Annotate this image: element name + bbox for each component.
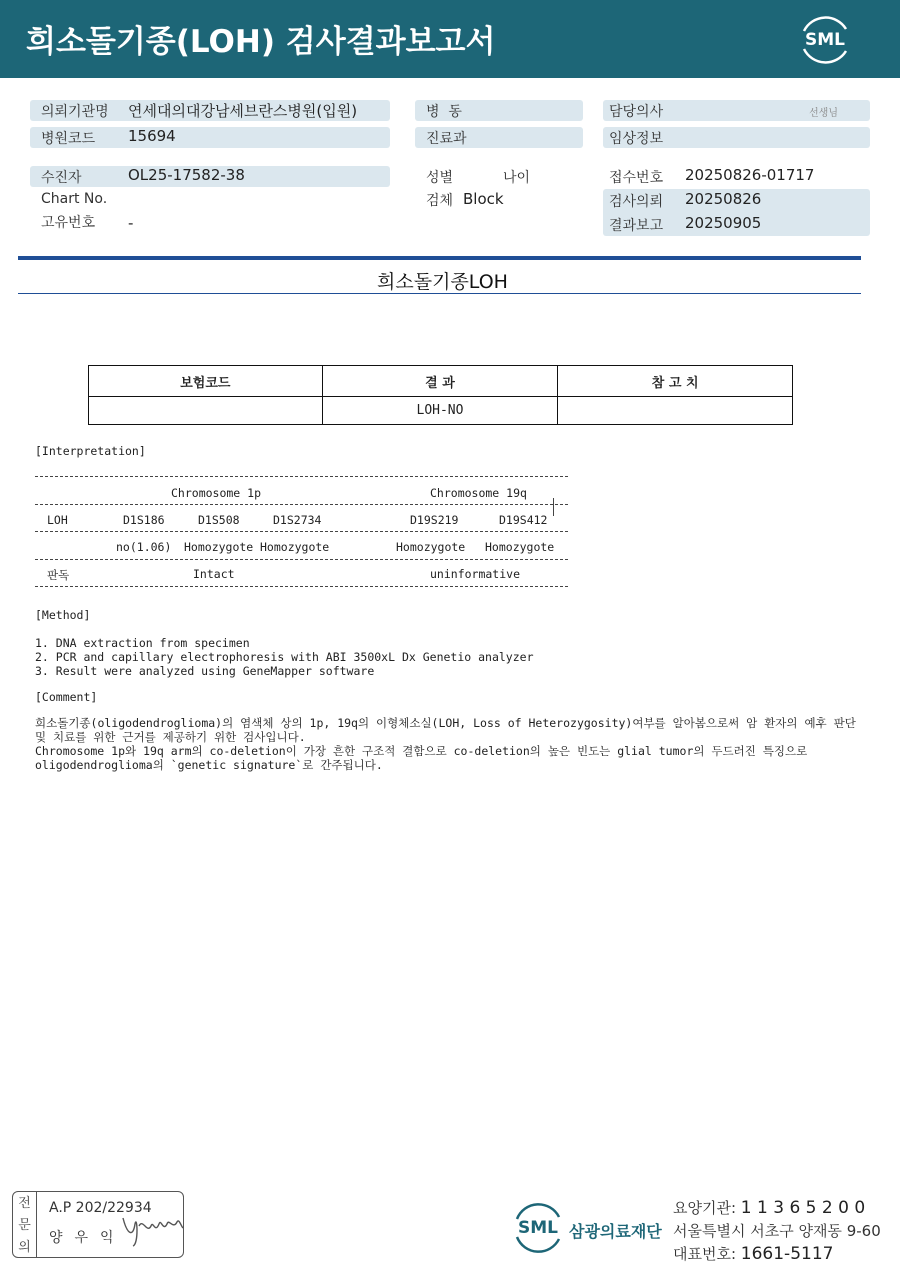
method-line: 3. Result were analyzed using GeneMapper software	[35, 664, 375, 678]
header-insurance-code: 보험코드	[89, 366, 323, 397]
judgement-label: 판독	[47, 568, 70, 582]
method-heading: [Method]	[35, 608, 91, 622]
interp-divider	[35, 559, 568, 560]
stamp-ap-number: A.P 202/22934	[49, 1200, 152, 1216]
report-title: 희소돌기종(LOH) 검사결과보고서	[26, 24, 496, 60]
judgement-19q: uninformative	[430, 567, 521, 581]
chr19q-label: Chromosome 19q	[430, 486, 527, 500]
result-table-header	[89, 366, 793, 397]
comment-paragraph: 희소돌기종(oligodendroglioma)의 염색체 상의 1p, 19q의 이형체소실(LOH, Loss of Heterozygosity)여부를 알아봄으로써 암 환자의 예후 판단 및 치료를 위한 근거를 제공하기 위한 검사입니다.	[35, 716, 856, 744]
result-d19s219: Homozygote	[396, 540, 466, 554]
chart-no-label: Chart No.	[41, 191, 108, 207]
hospital-value: 연세대의대강남세브란스병원(입원)	[128, 102, 358, 120]
method-line: 1. DNA extraction from specimen	[35, 636, 250, 650]
sml-logo-icon	[796, 11, 854, 67]
interp-divider	[35, 586, 568, 587]
stamp-side-char: 문	[18, 1218, 31, 1233]
stamp-side-char: 전	[18, 1196, 31, 1211]
interpretation-heading: [Interpretation]	[35, 444, 146, 458]
hospital-code-label: 병원코드	[41, 131, 96, 147]
section-rule-top	[18, 256, 861, 260]
result-d19s412: Homozygote	[485, 540, 555, 554]
result-d1s2734: Homozygote	[260, 540, 330, 554]
signature-icon	[119, 1204, 185, 1248]
cell-insurance-code	[89, 397, 323, 425]
stamp-side-label	[13, 1192, 37, 1257]
receipt-label: 접수번호	[609, 170, 664, 186]
marker-d1s186: D1S186	[123, 513, 165, 527]
chr1p-label: Chromosome 1p	[171, 486, 262, 500]
marker-d1s508: D1S508	[198, 513, 240, 527]
doctor-suffix: 선생님	[809, 108, 838, 119]
comment-body	[35, 716, 865, 772]
interp-divider	[35, 531, 568, 532]
comment-paragraph: Chromosome 1p와 19q arm의 co-deletion이 가장 흔한 구조적 결함으로 co-deletion의 높은 빈도는 glial tumor의 두드러진 특징으로 oligodendroglioma의 `genetic signature`로 간주됩니다.	[35, 744, 808, 772]
footer-code-line	[673, 1197, 865, 1218]
cell-result: LOH-NO	[322, 397, 558, 425]
specimen-value: Block	[463, 190, 504, 208]
specialist-stamp	[12, 1191, 184, 1258]
footer-org-name: 삼광의료재단	[569, 1222, 662, 1241]
clinical-label: 임상정보	[609, 131, 664, 147]
result-d1s508: Homozygote	[184, 540, 254, 554]
patient-label: 수진자	[41, 170, 82, 186]
request-value: 20250826	[685, 190, 762, 208]
result-table	[88, 365, 793, 425]
footer-phone-line	[673, 1243, 833, 1264]
request-label: 검사의뢰	[609, 194, 664, 210]
marker-d19s412: D19S412	[499, 513, 548, 527]
footer-code-value: 1 1 3 6 5 2 0 0	[740, 1198, 866, 1218]
dept-label: 진료과	[426, 131, 467, 147]
header-result: 결 과	[322, 366, 558, 397]
receipt-value: 20250826-01717	[685, 166, 815, 184]
section-rule-bottom	[18, 293, 861, 294]
stamp-side-char: 의	[18, 1240, 31, 1255]
footer-sml-logo-icon	[510, 1199, 566, 1255]
interp-divider	[35, 476, 568, 477]
hospital-label: 의뢰기관명	[41, 104, 109, 120]
footer-logo-text: SML	[518, 1218, 558, 1238]
table-row	[89, 397, 793, 425]
stamp-doctor-name: 양우익	[49, 1230, 126, 1246]
section-title: 희소돌기종LOH	[377, 271, 508, 293]
loh-row-label: LOH	[47, 513, 68, 527]
patient-value: OL25-17582-38	[128, 166, 245, 184]
header-reference: 참 고 치	[558, 366, 793, 397]
hospital-code-value: 15694	[128, 127, 176, 145]
unique-no-value: -	[128, 214, 134, 232]
method-line: 2. PCR and capillary electrophoresis with ABI 3500xL Dx Genetio analyzer	[35, 650, 534, 664]
footer-address: 서울특별시 서초구 양재동 9-60	[673, 1222, 881, 1240]
age-label: 나이	[503, 170, 531, 186]
unique-no-label: 고유번호	[41, 215, 96, 231]
report-value: 20250905	[685, 214, 762, 232]
ward-label: 병 동	[426, 104, 462, 120]
footer-phone-value: 1661-5117	[740, 1244, 834, 1264]
specimen-label: 검체	[426, 193, 454, 209]
marker-d1s2734: D1S2734	[273, 513, 322, 527]
interp-tick	[553, 498, 554, 516]
sex-label: 성별	[426, 170, 454, 186]
result-d1s186: no(1.06)	[116, 540, 172, 554]
cell-reference	[558, 397, 793, 425]
judgement-1p: Intact	[193, 567, 235, 581]
footer-phone-label: 대표번호:	[673, 1245, 737, 1263]
sml-logo-text: SML	[805, 30, 845, 50]
interp-divider	[35, 504, 568, 505]
comment-heading: [Comment]	[35, 690, 98, 704]
report-header	[0, 0, 900, 78]
doctor-label: 담당의사	[609, 104, 664, 120]
marker-d19s219: D19S219	[410, 513, 459, 527]
footer-code-label: 요양기관:	[673, 1199, 737, 1217]
report-label: 결과보고	[609, 218, 664, 234]
